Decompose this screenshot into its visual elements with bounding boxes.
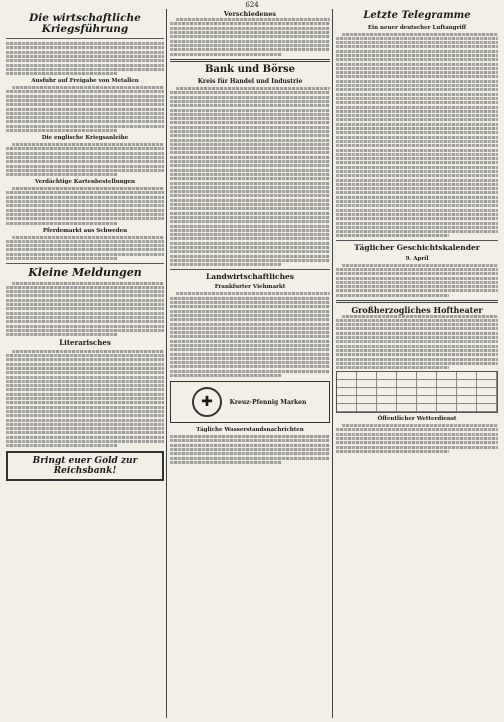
article-text xyxy=(170,18,330,55)
section-hoftheater: Großherzogliches Hoftheater xyxy=(351,304,483,315)
section-geschichtskalender: Täglicher Geschichtskalender xyxy=(354,243,480,253)
article-text xyxy=(336,315,498,370)
subheading: Die englische Kriegsanleihe xyxy=(41,135,129,142)
article-text xyxy=(170,292,330,377)
divider xyxy=(6,263,164,264)
article-text xyxy=(6,143,164,176)
section-letzte-telegramme: Letzte Telegramme xyxy=(363,10,471,21)
middle-column xyxy=(170,9,330,718)
article-text xyxy=(336,264,498,297)
divider xyxy=(170,269,330,270)
section-subtitle: Kreis für Handel und Industrie xyxy=(197,78,303,86)
page-number: 624 xyxy=(245,1,259,9)
section-kleine-meldungen: Kleine Meldungen xyxy=(28,266,142,280)
divider xyxy=(6,38,164,39)
water-level-title: Tägliche Wasserstandsnachrichten xyxy=(196,427,304,434)
section-wetterdienst: Öffentlicher Wetterdienst xyxy=(377,416,457,423)
article-text xyxy=(6,236,164,260)
article-text xyxy=(170,87,330,266)
ad-gold-reichsbank: Bringt euer Gold zur Reichsbank! xyxy=(6,451,164,481)
article-text xyxy=(336,424,498,453)
article-text xyxy=(6,350,164,448)
subheading: Frankfurter Viehmarkt xyxy=(214,284,286,291)
article-text xyxy=(6,187,164,224)
article-text xyxy=(336,33,498,238)
subheading: Ausfuhr auf Freigabe von Metallen xyxy=(31,78,139,85)
section-literarisches: Literarisches xyxy=(59,338,111,348)
article-text xyxy=(6,42,164,75)
ad-kreuz-pfennig xyxy=(170,381,330,423)
subheading: Verdächtige Kartenbestellungen xyxy=(34,179,136,186)
subheading: Ein neuer deutscher Luftangriff xyxy=(367,24,467,31)
article-text xyxy=(6,282,164,337)
ad-label: Kreuz-Pfennig Marken xyxy=(229,398,307,406)
weather-table xyxy=(336,371,498,413)
section-verschiedenes: Verschiedenes xyxy=(223,10,277,18)
calendar-date: 9. April xyxy=(405,255,429,262)
right-column xyxy=(336,9,498,718)
left-column xyxy=(6,9,164,718)
table-text xyxy=(170,435,330,464)
column-rule-1 xyxy=(166,9,167,718)
column-rule-2 xyxy=(332,9,333,718)
left-main-title: Die wirtschaftliche Kriegsführung xyxy=(29,12,141,36)
article-text xyxy=(6,86,164,132)
divider xyxy=(336,240,498,241)
section-landwirtschaftliches: Landwirtschaftliches xyxy=(205,272,295,282)
divider xyxy=(170,59,330,62)
divider xyxy=(336,300,498,303)
cross-icon: ✚ xyxy=(192,387,222,417)
section-bank-boerse: Bank und Börse xyxy=(204,63,295,75)
subheading: Pferdemarkt aus Schweden xyxy=(42,227,128,234)
